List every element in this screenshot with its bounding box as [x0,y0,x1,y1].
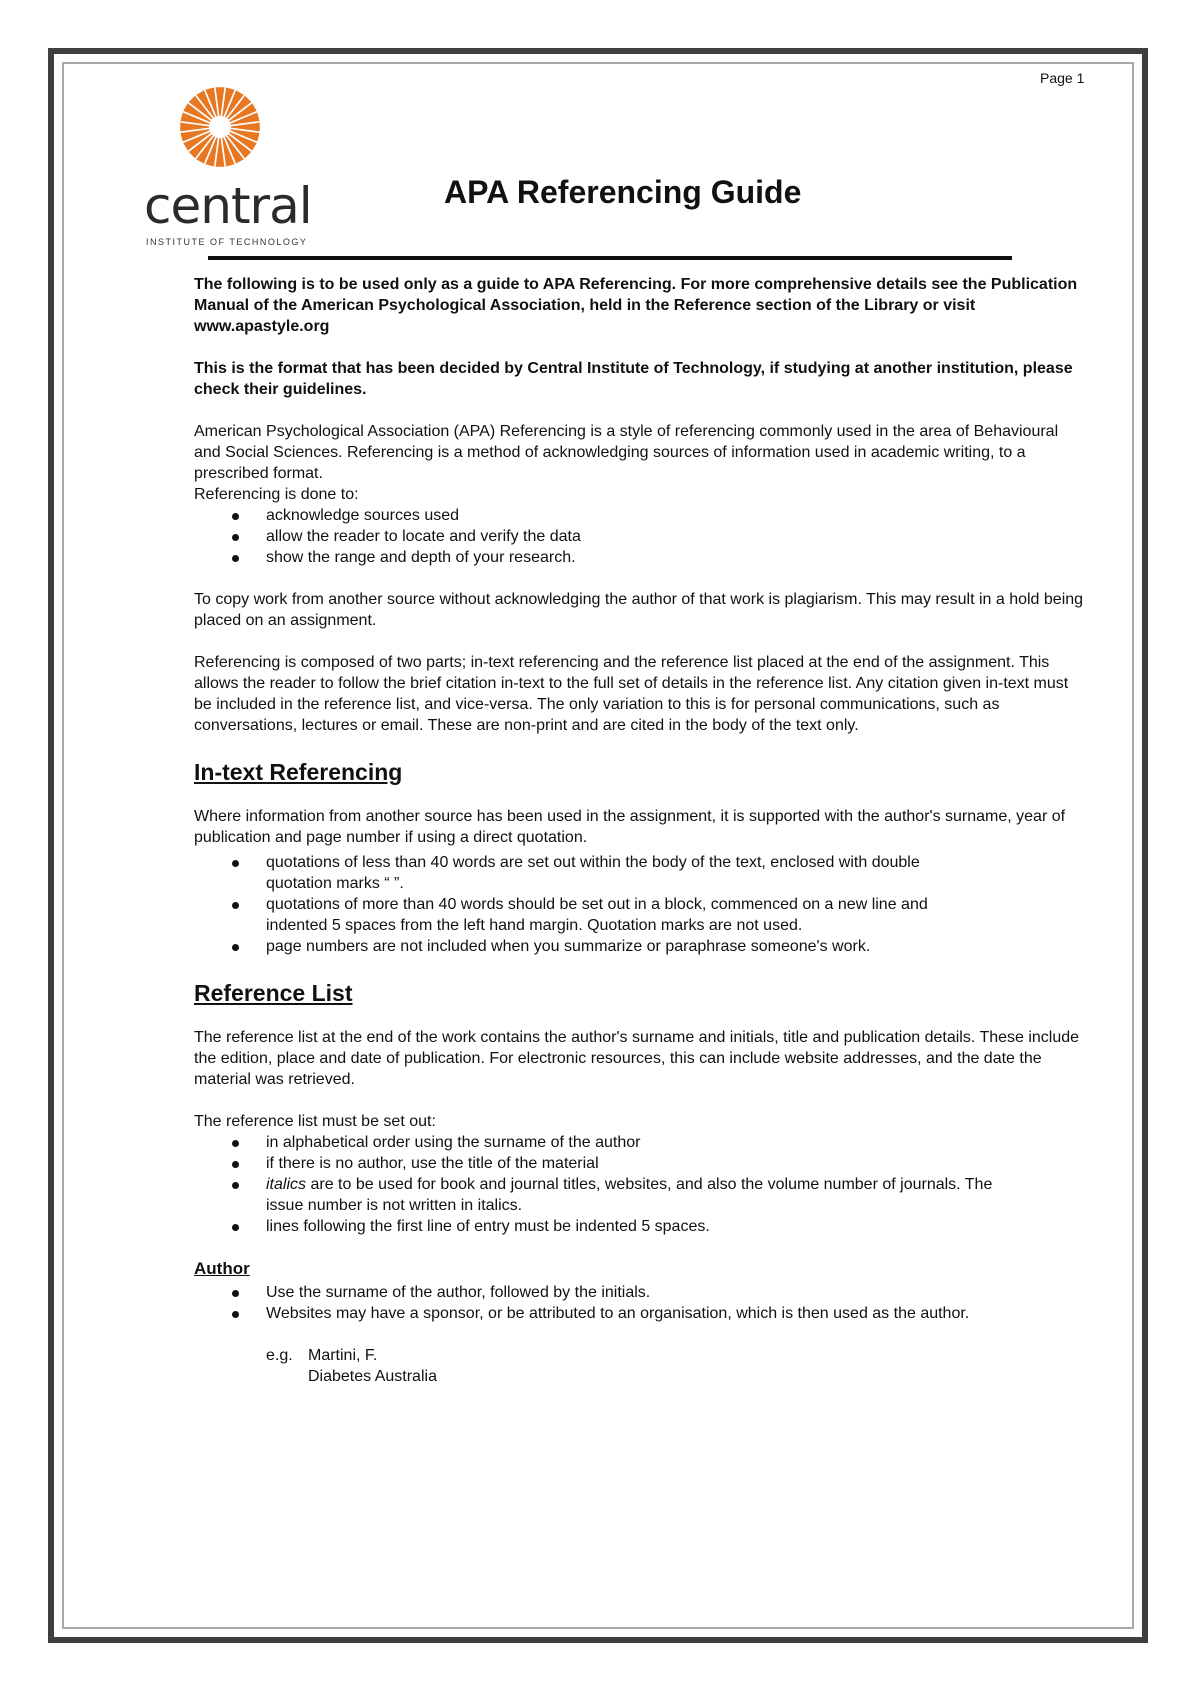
bullet-icon [232,1311,239,1318]
bullet-icon [232,1224,239,1231]
bullet-icon [232,1161,239,1168]
purpose-list [194,505,1084,568]
bullet-icon [232,860,239,867]
example-entry: Martini, F. [308,1347,378,1364]
author-example [194,1345,1084,1387]
list-item: Use the surname of the author, followed by the initials. [194,1282,1084,1303]
list-item: Websites may have a sponsor, or be attributed to an organisation, which is then used as the author. [194,1303,1084,1324]
list-item: italics are to be used for book and journal titles, websites, and also the volume number of journals. The issue number is not written in italics. [194,1174,1084,1216]
list-item: show the range and depth of your research. [194,547,1084,568]
example-entry: Diabetes Australia [308,1368,437,1385]
format-notice: This is the format that has been decided by Central Institute of Technology, if studying at another institution, please check their guidelines. [194,360,1073,398]
list-item: quotations of more than 40 words should be set out in a block, commenced on a new line and indented 5 spaces from the left hand margin. Quotation marks are not used. [194,894,1084,936]
list-item: acknowledge sources used [194,505,1084,526]
list-item: if there is no author, use the title of the material [194,1153,1084,1174]
list-item: in alphabetical order using the surname of the author [194,1132,1084,1153]
bullet-icon [232,902,239,909]
in-text-heading: In-text Referencing [194,759,403,785]
list-item: allow the reader to locate and verify the data [194,526,1084,547]
document-title: APA Referencing Guide [444,174,802,210]
bullet-icon [232,1290,239,1297]
example-label: e.g. [266,1347,293,1364]
parts-paragraph: Referencing is composed of two parts; in-text referencing and the reference list placed at the end of the assignment. This allows the reader to follow the brief citation in-text to the full set of details in the reference list. Any citation given in-text must be included in the reference list, and vice-versa. The only variation to this is for personal communications, such as conversations, lectures or email. These are non-print and are cited in the body of the text only. [194,654,1069,734]
bullet-icon [232,513,239,520]
title-rule [208,256,1012,260]
reference-list-heading: Reference List [194,980,353,1006]
logo-subtitle: INSTITUTE OF TECHNOLOGY [146,237,308,247]
sunburst-icon [178,85,262,169]
page-number: Page 1 [1040,70,1085,86]
plagiarism-paragraph: To copy work from another source without acknowledging the author of that work is plagiarism. This may result in a hold being placed on an assignment. [194,591,1084,629]
document-body [194,274,1084,1387]
in-text-paragraph: Where information from another source has been used in the assignment, it is supported with the author's surname, year of publication and page number if using a direct quotation. [194,808,1066,846]
reference-list-rules [194,1132,1084,1237]
bullet-icon [232,1182,239,1189]
author-list [194,1282,1084,1324]
logo-wordmark: central [144,177,312,235]
reference-list-paragraph: The reference list at the end of the work contains the author's surname and initials, title and publication details. These include the edition, place and date of publication. For electronic resources, this can include website addresses, and the date the material was retrieved. [194,1029,1080,1088]
example-row [266,1345,1084,1366]
bullet-icon [232,1140,239,1147]
guide-notice: The following is to be used only as a guide to APA Referencing. For more comprehensive details see the Publication Manual of the American Psychological Association, held in the Reference section of the Library or visit www.apastyle.org [194,276,1078,335]
list-item: quotations of less than 40 words are set out within the body of the text, enclosed with double quotation marks “ ”. [194,852,1084,894]
list-item: lines following the first line of entry must be indented 5 spaces. [194,1216,1084,1237]
bullet-icon [232,534,239,541]
bullet-icon [232,555,239,562]
author-heading: Author [194,1259,250,1278]
reference-list-lead: The reference list must be set out: [194,1113,436,1130]
list-item: page numbers are not included when you summarize or paraphrase someone's work. [194,936,1084,957]
apa-description: American Psychological Association (APA) Referencing is a style of referencing commonly used in the area of Behavioural and Social Sciences. Referencing is a method of acknowledging sources of information used in academic writing, to a prescribed format. [194,423,1059,482]
purpose-lead: Referencing is done to: [194,486,359,503]
bullet-icon [232,944,239,951]
in-text-list [194,852,1084,957]
